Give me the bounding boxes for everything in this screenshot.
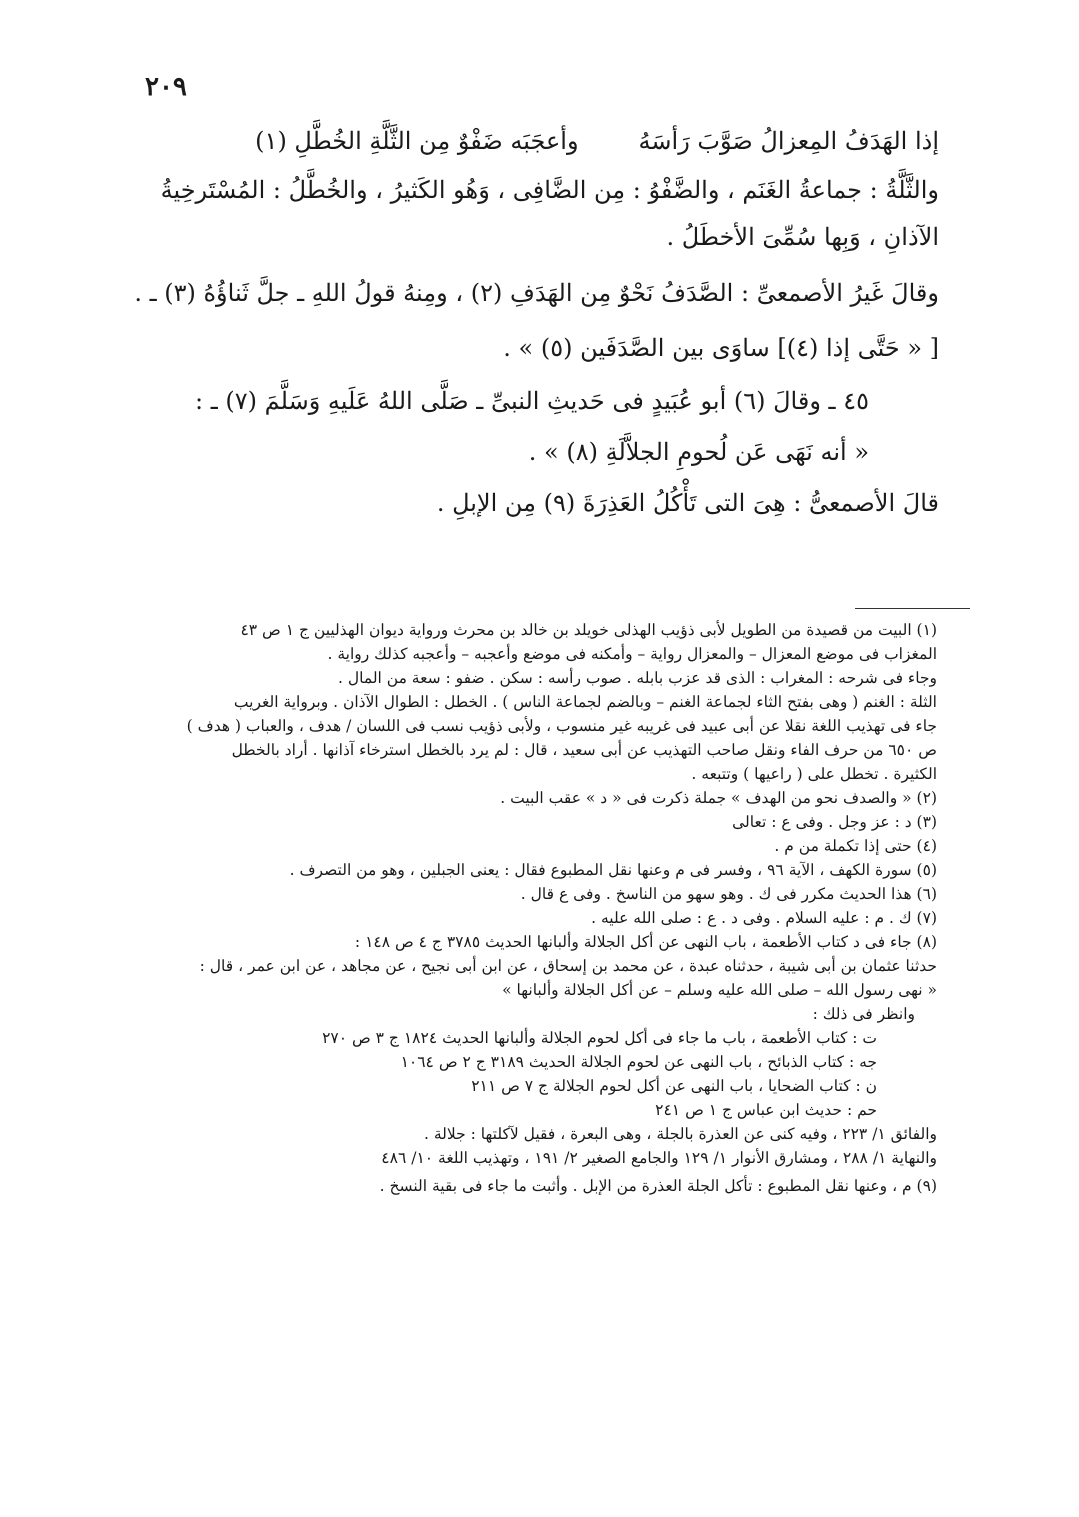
footnote-line: ن : كتاب الضحايا ، باب النهى عن أكل لحوم الجلالة ج ٧ ص ٢١١	[471, 1077, 877, 1095]
main-text	[134, 126, 939, 520]
footnote-line: الكثيرة . تخطل على ( راعيها ) وتتبعه .	[691, 765, 937, 783]
footnote-line: (٨) جاء فى د كتاب الأطعمة ، باب النهى عن أكل الجلالة وألبانها الحديث ٣٧٨٥ ج ٤ ص ١٤٨ :	[354, 933, 937, 951]
footnote-line: (٣) د : عز وجل . وفى ع : تعالى	[732, 813, 937, 831]
text-line: والثَّلَّةُ : جماعةُ الغَنَم ، والضَّفْوُ : مِن الضَّافِى ، وَهُو الكَثيرُ ، والخُطَّلُ : المُسْتَرخِيةُ	[160, 176, 939, 205]
footnote-line: حدثنا عثمان بن أبى شيبة ، حدثناه عبدة ، عن محمد بن إسحاق ، عن ابن أبى نجيح ، عن مجاهد ، عن ابن عمر ، قال :	[199, 957, 937, 975]
text-line: ٤٥ ـ وقالَ (٦) أبو عُبَيدٍ فى حَديثِ النبىِّ ـ صَلَّى اللهُ عَلَيهِ وَسَلَّمَ (٧) ـ :	[195, 386, 869, 415]
footnote-line: (١) البيت من قصيدة من الطويل لأبى ذؤيب الهذلى خويلد بن خالد بن محرث ورواية ديوان الهذليين ج ١ ص ٤٣	[240, 621, 937, 639]
text-line: وقالَ غَيرُ الأصمعىِّ : الصَّدَفُ نَحْوٌ مِن الهَدَفِ (٢) ، ومِنهُ قولُ اللهِ ـ جلَّ ثَناؤُهُ (٣) ـ .	[134, 278, 939, 307]
footnote-line: حم : حديث ابن عباس ج ١ ص ٢٤١	[655, 1101, 877, 1119]
footnote-line: جه : كتاب الذبائح ، باب النهى عن لحوم الجلالة الحديث ٣١٨٩ ج ٢ ص ١٠٦٤	[400, 1053, 877, 1071]
text-line: « أنه نَهَى عَن لُحومِ الجلاَّلَةِ (٨) » .	[528, 438, 869, 467]
footnote-line: ص ٦٥٠ من حرف الفاء ونقل صاحب التهذيب عن أبى سعيد ، قال : لم يرد بالخطل استرخاء آذانها . أراد بالخطل	[231, 741, 937, 759]
footnote-line: والفائق ١/ ٢٢٣ ، وفيه كنى عن العذرة بالجلة ، وهى البعرة ، فقيل لآكلتها : جلالة .	[424, 1125, 937, 1143]
footnote-line: (٩) م ، وعنها نقل المطبوع : تأكل الجلة العذرة من الإبل . وأثبت ما جاء فى بقية النسخ .	[379, 1177, 937, 1195]
page-number: ٢٠٩	[145, 72, 187, 102]
verse-second-hemistich: وأعجَبَه ضَفْوٌ مِن الثَّلَّةِ الخُطَّلِ (١)	[255, 127, 579, 155]
verse-first-hemistich: إذا الهَدَفُ المِعزالُ صَوَّبَ رَأسَهُ	[638, 127, 939, 155]
poetry-verse	[139, 126, 939, 157]
text-line: قالَ الأصمعىُّ : هِىَ التى تَأْكُلُ العَذِرَةَ (٩) مِن الإبلِ .	[436, 489, 939, 518]
footnote-line: « نهى رسول الله – صلى الله عليه وسلم – عن أكل الجلالة وألبانها »	[502, 981, 937, 999]
footnote-line: ت : كتاب الأطعمة ، باب ما جاء فى أكل لحوم الجلالة وألبانها الحديث ١٨٢٤ ج ٣ ص ٢٧٠	[322, 1029, 877, 1047]
footnote-line: (٥) سورة الكهف ، الآية ٩٦ ، وفسر فى م وعنها نقل المطبوع فقال : يعنى الجبلين ، وهو من التصرف .	[289, 861, 937, 879]
footnote-line: الثلة : الغنم ( وهى بفتح الثاء لجماعة الغنم – وبالضم لجماعة الناس ) . الخطل : الطوال الآذان . وبرواية الغريب	[233, 693, 937, 711]
footnotes	[137, 618, 937, 1198]
footnote-line: (٤) حتى إذا تكملة من م .	[774, 837, 937, 855]
footnote-line: (٢) « والصدف نحو من الهدف » جملة ذكرت فى « د » عقب البيت .	[500, 789, 937, 807]
footnote-line: والنهاية ١/ ٢٨٨ ، ومشارق الأنوار ١/ ١٢٩ والجامع الصغير ٢/ ١٩١ ، وتهذيب اللغة ١٠/ ٤٨٦	[381, 1149, 937, 1167]
footnote-line: وجاء فى شرحه : المغراب : الذى قد عزب بابله . صوب رأسه : سكن . ضفو : سعة من المال .	[338, 669, 937, 687]
footnote-line: (٧) ك . م : عليه السلام . وفى د . ع : صلى الله عليه .	[591, 909, 937, 927]
text-line: الآذانِ ، وَبِها سُمِّىَ الأخطَلُ .	[666, 223, 939, 252]
footnote-line: المغزاب فى موضع المعزال – والمعزال رواية – وأمكنه فى موضع وأعجبه – وأعجبه كذلك رواية .	[327, 645, 937, 663]
footnote-divider	[855, 608, 970, 609]
footnote-line: (٦) هذا الحديث مكرر فى ك . وهو سهو من الناسخ . وفى ع قال .	[520, 885, 937, 903]
footnote-line: وانظر فى ذلك :	[812, 1005, 915, 1023]
footnote-line: جاء فى تهذيب اللغة نقلا عن أبى عبيد فى غريبه غير منسوب ، ولأبى ذؤيب نسب فى اللسان / هدف ، والعباب ( هدف )	[186, 717, 937, 735]
text-line: [ « حَتَّى إذا (٤)] ساوَى بين الصَّدَفَين (٥) » .	[503, 333, 939, 362]
